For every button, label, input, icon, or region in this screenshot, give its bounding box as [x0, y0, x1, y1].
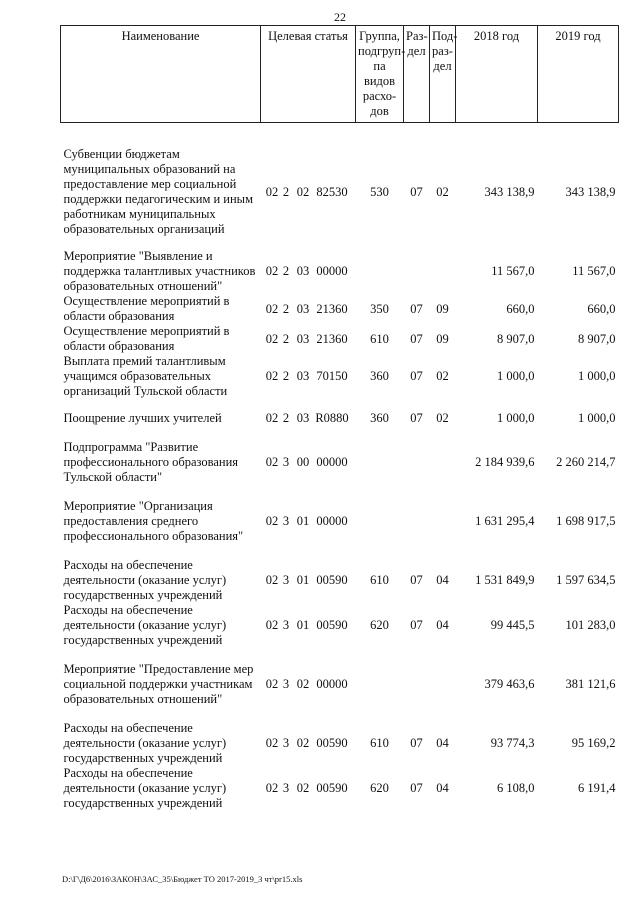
row-spacer [61, 648, 619, 662]
target-part-activity: 02 [296, 677, 310, 691]
row-2019: 1 698 917,5 [556, 514, 616, 528]
row-name: Мероприятие "Выявление и поддержка талантливых участников образовательных отношений" [63, 249, 256, 293]
row-name: Выплата премий талантливым учащимся образовательных организаций Тульской области [63, 354, 228, 398]
row-name: Субвенции бюджетам муниципальных образований на предоставление мер социальной поддержки педагогическим и иным работникам муниципальных образовательных организаций [63, 147, 253, 236]
row-2019: 101 283,0 [565, 618, 616, 632]
target-part-direction: 70150 [316, 369, 348, 383]
table-header-row [61, 26, 619, 123]
row-subsection: 09 [436, 301, 449, 316]
row-subsection: 02 [436, 369, 449, 383]
row-group: 610 [370, 573, 389, 587]
target-part-direction: 00590 [316, 736, 348, 750]
row-subsection: 04 [436, 573, 449, 587]
row-target-code [261, 721, 356, 766]
row-subsection [430, 440, 456, 485]
row-section: 07 [410, 301, 423, 316]
row-name: Осуществление мероприятий в области образования [63, 294, 230, 323]
target-part-program: 02 [265, 677, 279, 691]
row-group: 610 [370, 331, 389, 346]
target-part-activity: 03 [296, 264, 310, 278]
target-part-activity: 03 [296, 369, 310, 383]
target-part-direction: 82530 [316, 184, 348, 199]
row-section [404, 499, 430, 544]
row-2018: 11 567,0 [491, 264, 535, 278]
target-part-subprogram: 3 [282, 514, 290, 528]
page-number: 22 [334, 10, 346, 24]
row-2018: 660,0 [506, 301, 535, 316]
target-part-program: 02 [265, 514, 279, 528]
table-row [61, 603, 619, 648]
target-part-activity: 02 [296, 781, 310, 795]
target-part-direction: R0880 [315, 411, 349, 425]
target-part-activity: 01 [296, 514, 310, 528]
table-row [61, 354, 619, 399]
row-group [356, 440, 404, 485]
row-2018: 2 184 939,6 [475, 455, 535, 469]
target-part-subprogram: 3 [282, 736, 290, 750]
row-section [404, 662, 430, 707]
table-row [61, 721, 619, 766]
table-row [61, 662, 619, 707]
row-group: 610 [370, 736, 389, 750]
header-2019: 2019 год [538, 26, 619, 123]
row-name: Расходы на обеспечение деятельности (оказание услуг) государственных учреждений [63, 766, 227, 810]
row-spacer [61, 123, 619, 148]
row-group: 620 [370, 618, 389, 632]
table-row [61, 411, 619, 426]
row-group: 530 [370, 184, 389, 199]
row-target-code [261, 147, 356, 237]
target-part-subprogram: 3 [282, 455, 290, 469]
row-target-code [261, 766, 356, 811]
header-section: Раз-дел [404, 26, 430, 123]
row-section: 07 [410, 331, 423, 346]
target-part-program: 02 [265, 369, 279, 383]
row-section: 07 [410, 411, 423, 425]
target-part-direction: 00590 [316, 781, 348, 795]
row-spacer [61, 237, 619, 249]
row-2018: 1 000,0 [497, 411, 535, 425]
row-section: 07 [410, 736, 423, 750]
target-part-program: 02 [265, 264, 279, 278]
row-subsection [430, 662, 456, 707]
target-part-direction: 00000 [316, 677, 348, 691]
file-path-footer: D:\Г\Д6\2016\ЗАКОН\ЗАС_35\Бюджет ТО 2017-2019_3 чт\pr15.xls [62, 874, 303, 884]
row-2019: 343 138,9 [565, 184, 616, 199]
row-subsection: 04 [436, 736, 449, 750]
row-2018: 1 000,0 [497, 369, 535, 383]
header-target: Целевая статья [261, 26, 356, 123]
row-section: 07 [410, 781, 423, 795]
target-part-direction: 00590 [316, 573, 348, 587]
target-part-subprogram: 3 [282, 677, 290, 691]
row-group [356, 499, 404, 544]
row-name: Мероприятие "Предоставление мер социальной поддержки участникам образовательных отношений" [63, 662, 254, 706]
row-target-code [261, 354, 356, 399]
row-target-code [261, 440, 356, 485]
row-spacer [61, 399, 619, 411]
row-name: Осуществление мероприятий в области образования [63, 324, 230, 353]
header-group: Группа, подгруп-па видов расхо-дов [356, 26, 404, 123]
row-2019: 1 597 634,5 [556, 573, 616, 587]
row-spacer [61, 544, 619, 558]
row-name: Подпрограмма "Развитие профессионального образования Тульской области" [63, 440, 239, 484]
row-2019: 6 191,4 [578, 781, 616, 795]
row-group [356, 249, 404, 294]
row-2019: 1 000,0 [578, 369, 616, 383]
row-subsection [430, 499, 456, 544]
row-spacer [61, 485, 619, 499]
row-subsection: 04 [436, 618, 449, 632]
table-row [61, 499, 619, 544]
target-part-program: 02 [265, 736, 279, 750]
row-section: 07 [410, 573, 423, 587]
row-target-code [261, 249, 356, 294]
target-part-direction: 00000 [316, 455, 348, 469]
row-group: 360 [370, 369, 389, 383]
row-2019: 660,0 [587, 301, 616, 316]
row-spacer [61, 426, 619, 440]
target-part-program: 02 [265, 301, 279, 316]
row-2018: 8 907,0 [497, 331, 535, 346]
row-name: Расходы на обеспечение деятельности (оказание услуг) государственных учреждений [63, 558, 227, 602]
target-part-program: 02 [265, 618, 279, 632]
row-target-code [261, 324, 356, 354]
row-name: Расходы на обеспечение деятельности (оказание услуг) государственных учреждений [63, 721, 227, 765]
target-part-subprogram: 3 [282, 573, 290, 587]
row-name: Поощрение лучших учителей [63, 411, 222, 425]
row-group: 350 [370, 301, 389, 316]
target-part-subprogram: 2 [282, 264, 290, 278]
row-target-code [261, 662, 356, 707]
target-part-subprogram: 2 [282, 411, 290, 425]
row-2019: 11 567,0 [572, 264, 616, 278]
row-section: 07 [410, 618, 423, 632]
row-section: 07 [410, 184, 423, 199]
row-target-code [261, 499, 356, 544]
row-section: 07 [410, 369, 423, 383]
row-2018: 1 631 295,4 [475, 514, 535, 528]
target-part-activity: 02 [296, 184, 310, 199]
row-2019: 381 121,6 [565, 677, 616, 691]
table-row [61, 558, 619, 603]
row-2018: 379 463,6 [484, 677, 535, 691]
table-row [61, 249, 619, 294]
row-2019: 2 260 214,7 [556, 455, 616, 469]
row-name: Мероприятие "Организация предоставления среднего профессионального образования" [63, 499, 244, 543]
target-part-activity: 01 [296, 573, 310, 587]
target-part-subprogram: 2 [282, 369, 290, 383]
row-2019: 95 169,2 [571, 736, 616, 750]
row-section [404, 440, 430, 485]
target-part-direction: 00000 [316, 264, 348, 278]
target-part-subprogram: 2 [282, 301, 290, 316]
row-2019: 1 000,0 [578, 411, 616, 425]
target-part-activity: 03 [296, 301, 310, 316]
row-section [404, 249, 430, 294]
row-target-code [261, 603, 356, 648]
row-subsection: 02 [436, 184, 449, 199]
target-part-program: 02 [265, 573, 279, 587]
target-part-program: 02 [265, 455, 279, 469]
table-row [61, 440, 619, 485]
header-2018: 2018 год [456, 26, 538, 123]
row-subsection: 09 [436, 331, 449, 346]
target-part-activity: 01 [296, 618, 310, 632]
target-part-subprogram: 2 [282, 184, 290, 199]
target-part-subprogram: 2 [282, 331, 290, 346]
row-target-code [261, 411, 356, 426]
row-group: 620 [370, 781, 389, 795]
table-row [61, 294, 619, 324]
row-target-code [261, 558, 356, 603]
row-2018: 93 774,3 [490, 736, 535, 750]
target-part-program: 02 [265, 781, 279, 795]
row-target-code [261, 294, 356, 324]
target-part-activity: 03 [296, 331, 310, 346]
header-subsection: Под-раз-дел [430, 26, 456, 123]
row-2018: 6 108,0 [497, 781, 535, 795]
target-part-program: 02 [265, 184, 279, 199]
row-subsection: 02 [436, 411, 449, 425]
row-2018: 99 445,5 [490, 618, 535, 632]
table-row [61, 147, 619, 237]
row-subsection: 04 [436, 781, 449, 795]
target-part-program: 02 [265, 411, 279, 425]
row-2018: 343 138,9 [484, 184, 535, 199]
row-2018: 1 531 849,9 [475, 573, 535, 587]
table-row [61, 766, 619, 811]
budget-table [60, 25, 619, 811]
row-group: 360 [370, 411, 389, 425]
target-part-activity: 00 [296, 455, 310, 469]
table-row [61, 324, 619, 354]
target-part-direction: 21360 [316, 331, 348, 346]
row-2019: 8 907,0 [578, 331, 616, 346]
target-part-activity: 03 [296, 411, 310, 425]
target-part-activity: 02 [296, 736, 310, 750]
row-spacer [61, 707, 619, 721]
target-part-subprogram: 3 [282, 618, 290, 632]
target-part-direction: 00590 [316, 618, 348, 632]
row-subsection [430, 249, 456, 294]
header-name: Наименование [61, 26, 261, 123]
target-part-program: 02 [265, 331, 279, 346]
target-part-subprogram: 3 [282, 781, 290, 795]
row-group [356, 662, 404, 707]
target-part-direction: 00000 [316, 514, 348, 528]
target-part-direction: 21360 [316, 301, 348, 316]
row-name: Расходы на обеспечение деятельности (оказание услуг) государственных учреждений [63, 603, 227, 647]
